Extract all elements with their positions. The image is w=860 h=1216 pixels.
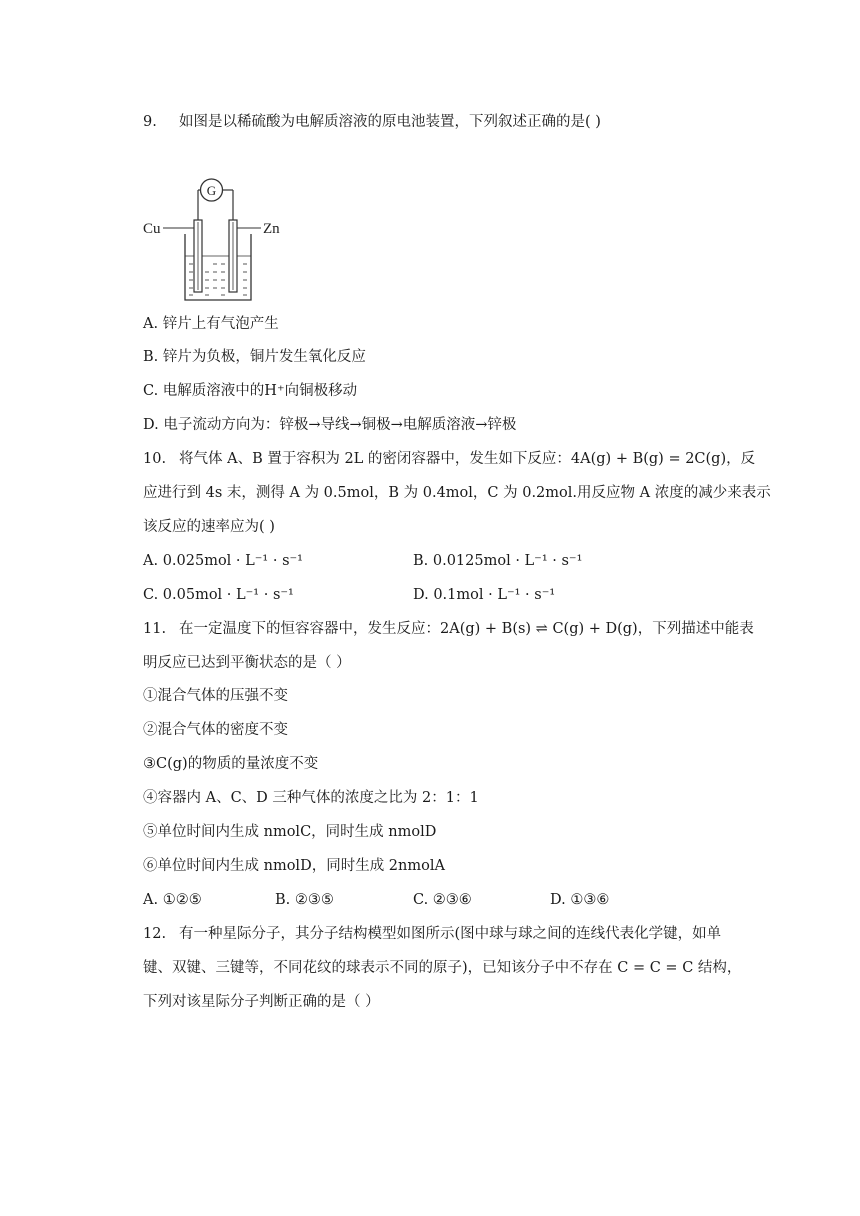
q10-option-d: D. 0.1mol · L⁻¹ · s⁻¹: [413, 587, 556, 603]
q12-line1: [143, 924, 721, 944]
q9-stem: [143, 112, 601, 132]
q10-option-b: B. 0.0125mol · L⁻¹ · s⁻¹: [413, 553, 583, 569]
zn-label: Zn: [263, 221, 280, 237]
q11-item-5: ⑤单位时间内生成 nmolC，同时生成 nmolD: [143, 824, 437, 840]
q11-line2: 明反应已达到平衡状态的是（ ）: [143, 655, 351, 671]
galvanic-cell-diagram: [143, 172, 288, 307]
q11-equation: 2A(g) + B(s) ⇌ C(g) + D(g): [440, 621, 638, 637]
q11-option-c: C. ②③⑥: [413, 892, 472, 908]
q11-line1: [143, 619, 754, 639]
cu-label: Cu: [143, 221, 161, 237]
q12-line1-text: 有一种星际分子，其分子结构模型如图所示(图中球与球之间的连线代表化学键，如单: [179, 926, 722, 942]
galvanometer-label: G: [206, 183, 217, 198]
q11-line1-pre: 在一定温度下的恒容容器中，发生反应：: [179, 621, 440, 637]
q12-line3: 下列对该星际分子判断正确的是（ ）: [143, 994, 380, 1010]
q10-line1-post: ，反: [726, 451, 756, 467]
q11-line1-post: ，下列描述中能表: [637, 621, 754, 637]
q9-option-c: [143, 381, 357, 401]
q11-option-a: A. ①②⑤: [143, 892, 202, 908]
q10-equation: 4A(g) + B(g) = 2C(g): [570, 451, 727, 467]
q9-option-c-post: 向铜极移动: [284, 383, 358, 399]
q10-line1-pre: 将气体 A、B 置于容积为 2L 的密闭容器中，发生如下反应：: [179, 451, 571, 467]
q10-number: 10.: [143, 451, 167, 467]
q11-option-d: D. ①③⑥: [550, 892, 610, 908]
q11-item-6: ⑥单位时间内生成 nmolD，同时生成 2nmolA: [143, 858, 445, 874]
q9-option-b: B. 锌片为负极，铜片发生氧化反应: [143, 349, 366, 365]
q11-item-1: ①混合气体的压强不变: [143, 688, 288, 704]
q12-line2: 键、双键、三键等，不同花纹的球表示不同的原子)，已知该分子中不存在 C = C = C 结构，: [143, 960, 742, 976]
q11-item-2: ②混合气体的密度不变: [143, 722, 288, 738]
q10-option-c: C. 0.05mol · L⁻¹ · s⁻¹: [143, 587, 294, 603]
q10-line2: 应进行到 4s 末，测得 A 为 0.5mol，B 为 0.4mol，C 为 0.2mol.用反应物 A 浓度的减少来表示: [143, 485, 771, 501]
q9-option-c-ion: H⁺: [264, 383, 285, 399]
q9-option-a: A. 锌片上有气泡产生: [143, 316, 279, 332]
q10-line1: [143, 449, 755, 469]
q12-number: 12.: [143, 926, 167, 942]
q10-option-a: A. 0.025mol · L⁻¹ · s⁻¹: [143, 553, 303, 569]
q11-option-b: B. ②③⑤: [275, 892, 334, 908]
q10-line3: 该反应的速率应为( ): [143, 519, 275, 535]
q9-option-d: D. 电子流动方向为：锌极→导线→铜极→电解质溶液→锌极: [143, 417, 517, 433]
q11-item-4: ④容器内 A、C、D 三种气体的浓度之比为 2：1：1: [143, 790, 479, 806]
q9-number: 9.: [143, 114, 157, 130]
q9-option-c-pre: C. 电解质溶液中的: [143, 383, 265, 399]
q11-item-3: ③C(g)的物质的量浓度不变: [143, 756, 319, 772]
q9-stem-text: 如图是以稀硫酸为电解质溶液的原电池装置，下列叙述正确的是( ): [179, 114, 601, 130]
q11-number: 11.: [143, 621, 167, 637]
